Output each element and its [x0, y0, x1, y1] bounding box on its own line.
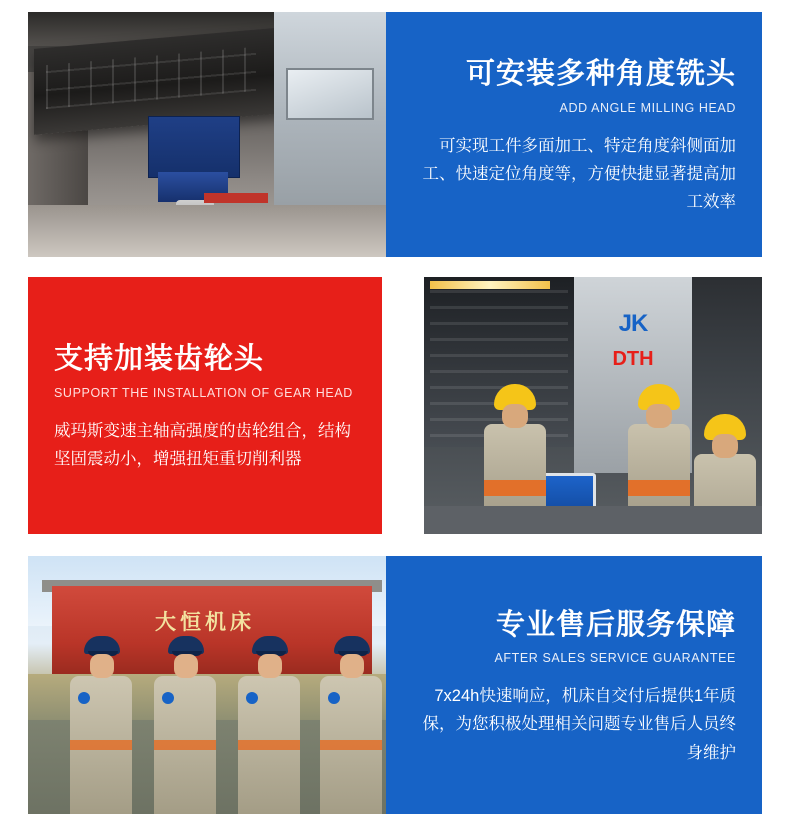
after-sales-text-panel	[386, 556, 762, 814]
section-title-en: ADD ANGLE MILLING HEAD	[559, 100, 736, 115]
cap-icon	[84, 636, 120, 654]
workshop-floor	[28, 205, 386, 257]
cap-icon	[334, 636, 370, 654]
section-angle-milling-head	[28, 12, 762, 257]
section-description: 可实现工件多面加工、特定角度斜侧面加工、快速定位角度等，方便快捷显著提高加工效率	[422, 136, 736, 212]
company-badge-icon	[162, 692, 174, 704]
section-description: 威玛斯变速主轴高强度的齿轮组合，结构坚固震动小，增强扭矩重切削利器	[54, 421, 351, 469]
gantry-machine-photo	[28, 12, 386, 257]
team-member	[150, 636, 220, 814]
company-badge-icon	[328, 692, 340, 704]
section-gear-head	[28, 277, 762, 534]
machine-logo-sub: DTH	[612, 347, 654, 370]
section-title-en: SUPPORT THE INSTALLATION OF GEAR HEAD	[54, 385, 353, 400]
gear-head-text-panel	[28, 277, 382, 534]
machine-logo-mark: JK	[618, 310, 648, 337]
workshop-window	[286, 68, 374, 120]
cap-icon	[252, 636, 288, 654]
team-member	[234, 636, 304, 814]
section-title-en: AFTER SALES SERVICE GUARANTEE	[494, 651, 736, 666]
floor-marking	[204, 193, 268, 203]
section-after-sales-service	[28, 556, 762, 814]
section-title-cn: 专业售后服务保障	[495, 608, 736, 641]
machine-light-bar	[430, 281, 550, 289]
section-description: 7x24h快速响应，机床自交付后提供1年质保，为您积极处理相关问题专业售后人员终身维护	[422, 687, 736, 762]
company-badge-icon	[246, 692, 258, 704]
factory-sign-text: 大恒机床	[155, 611, 255, 634]
section-title-cn: 可安装多种角度铣头	[465, 58, 736, 91]
spindle-housing	[148, 116, 240, 178]
section-title-cn: 支持加装齿轮头	[54, 343, 265, 376]
workshop-floor	[424, 506, 762, 534]
team-member	[66, 636, 136, 814]
angle-milling-text-panel	[386, 12, 762, 257]
team-member	[316, 636, 386, 814]
cap-icon	[168, 636, 204, 654]
service-team-photo	[28, 556, 386, 814]
company-badge-icon	[78, 692, 90, 704]
workers-operating-machine-photo	[424, 277, 762, 534]
